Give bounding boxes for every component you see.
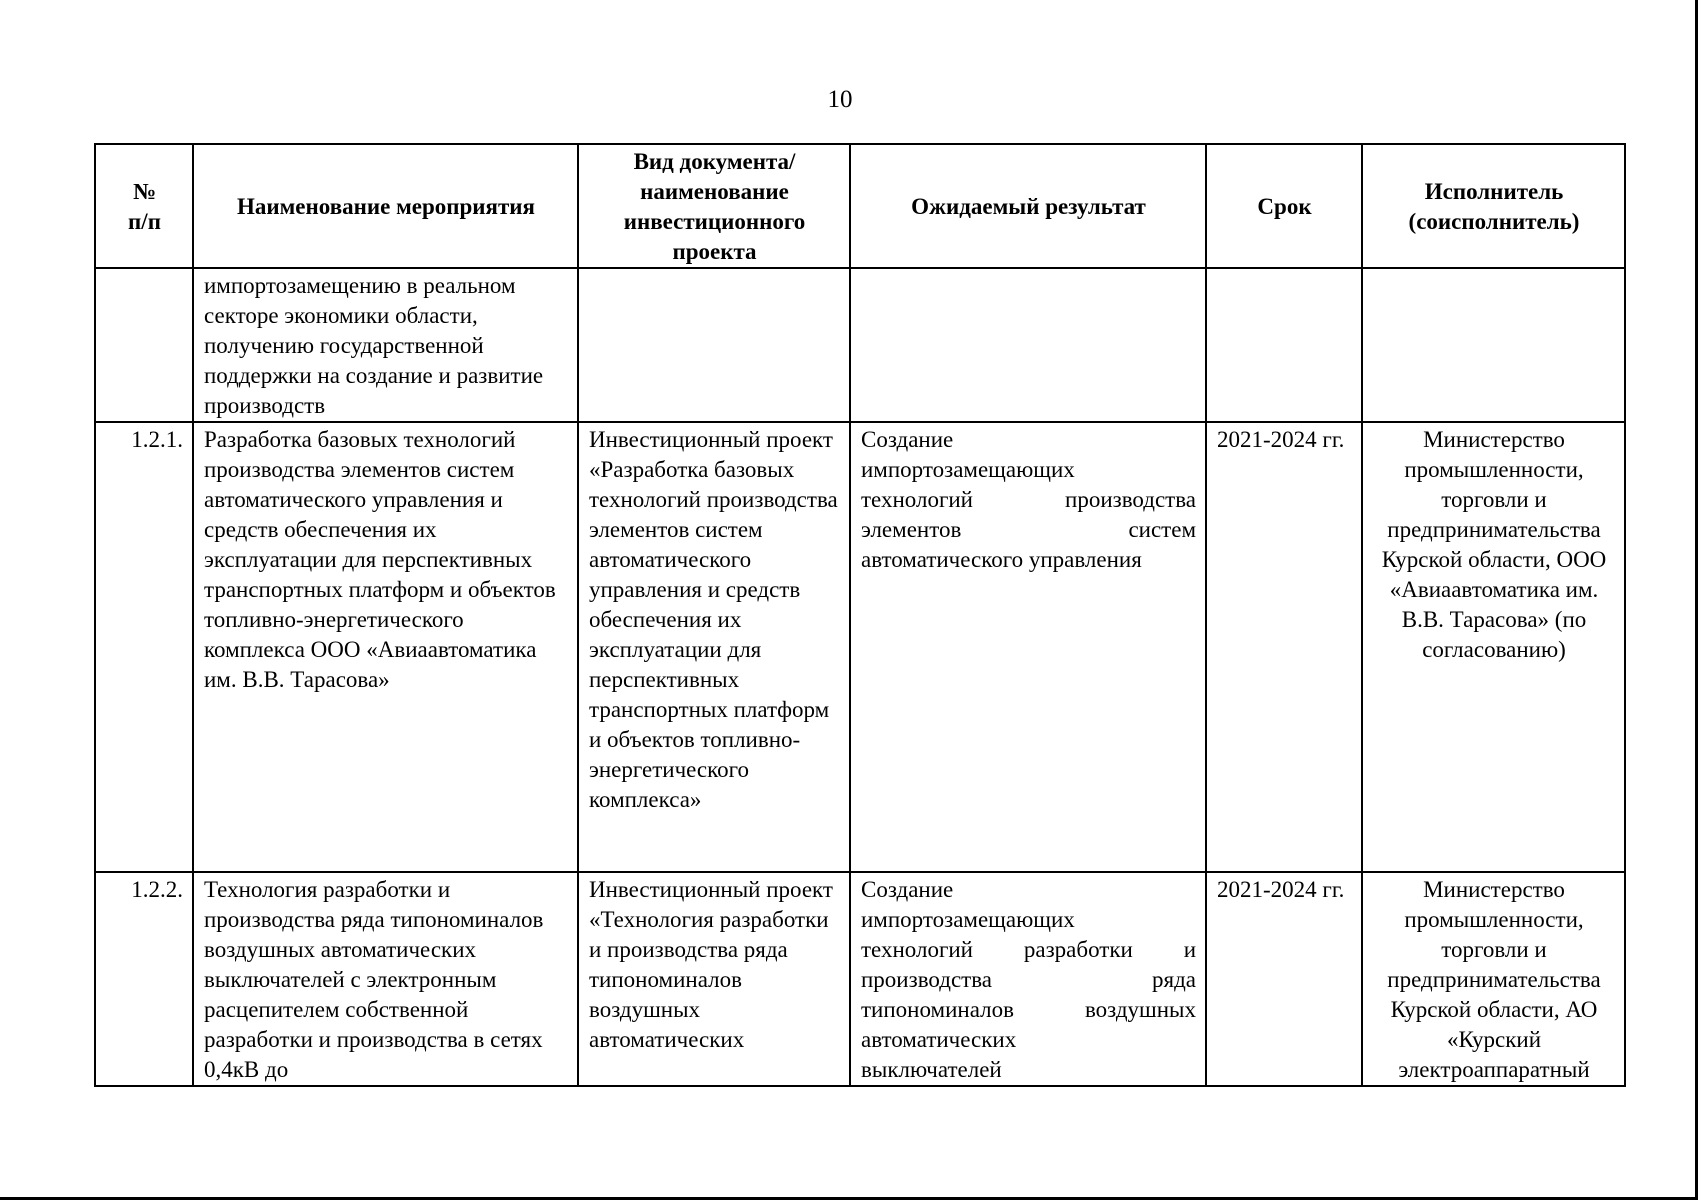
cell-result: Создание импортозамещающих технологий разработки и производства ряда типономиналов воздушных автоматических выключателей [850,872,1206,1086]
table-row-continuation [95,268,1625,422]
cell-executor [1362,268,1625,422]
measures-table [94,143,1626,1087]
cell-term: 2021-2024 гг. [1206,422,1362,872]
cell-name: импортозамещению в реальном секторе экономики области, получению государственной поддержки на создание и развитие производств [193,268,578,422]
header-executor: Исполнитель (соисполнитель) [1362,144,1625,268]
cell-result [850,268,1206,422]
cell-executor: Министерство промышленности, торговли и предпринимательства Курской области, АО «Курский электроаппаратный [1362,872,1625,1086]
table-header-row [95,144,1625,268]
cell-doc [578,268,850,422]
cell-executor: Министерство промышленности, торговли и предпринимательства Курской области, ООО «Авиаавтоматика им. В.В. Тарасова» (по согласованию) [1362,422,1625,872]
header-doc: Вид документа/ наименование инвестиционного проекта [578,144,850,268]
header-num: № п/п [95,144,193,268]
header-name: Наименование мероприятия [193,144,578,268]
header-result: Ожидаемый результат [850,144,1206,268]
cell-num: 1.2.2. [95,872,193,1086]
cell-doc: Инвестиционный проект «Разработка базовых технологий производства элементов систем автоматического управления и средств обеспечения их эксплуатации для перспективных транспортных платформ и объектов топливно-энергетического комплекса» [578,422,850,872]
cell-name: Технология разработки и производства ряда типономиналов воздушных автоматических выключателей с электронным расцепителем собственной разработки и производства в сетях 0,4кВ до [193,872,578,1086]
table-row [95,872,1625,1086]
header-term: Срок [1206,144,1362,268]
page-number: 10 [827,86,853,113]
cell-term [1206,268,1362,422]
table-row [95,422,1625,872]
cell-term: 2021-2024 гг. [1206,872,1362,1086]
cell-num [95,268,193,422]
cell-result: Создание импортозамещающих технологий производства элементов систем автоматического управления [850,422,1206,872]
cell-name: Разработка базовых технологий производства элементов систем автоматического управления и средств обеспечения их эксплуатации для перспективных транспортных платформ и объектов топливно-энергетического комплекса ООО «Авиаавтоматика им. В.В. Тарасова» [193,422,578,872]
cell-doc: Инвестиционный проект «Технология разработки и производства ряда типономиналов воздушных автоматических [578,872,850,1086]
cell-num: 1.2.1. [95,422,193,872]
